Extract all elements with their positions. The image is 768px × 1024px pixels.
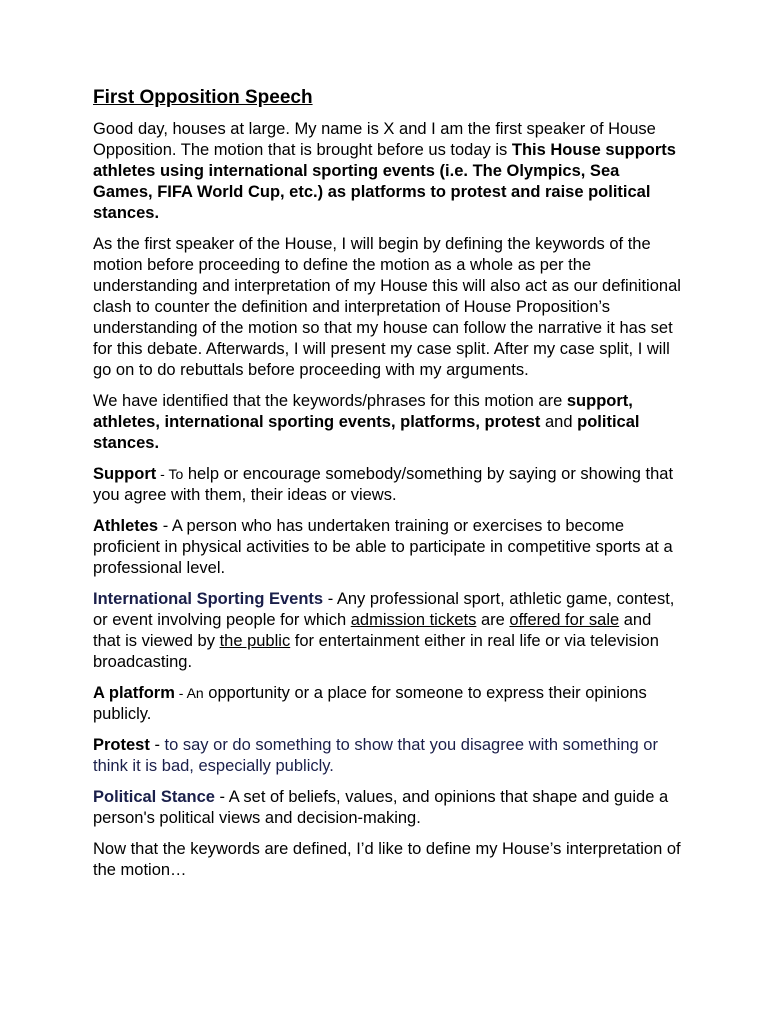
definition-text: and that is viewed by [93, 611, 652, 650]
term-stance: Political Stance [93, 788, 215, 806]
motion-text: This House supports athletes using international sporting events (i.e. The Olympics, Sea Games, FIFA World Cup, etc.) as platforms to protest and raise political stances. [93, 141, 676, 222]
link-admission-tickets[interactable]: admission tickets [350, 611, 477, 629]
plan-paragraph: As the first speaker of the House, I will begin by defining the keywords of the motion before proceeding to define the motion as a whole as per the understanding and interpretation of my House this will also act as our definitional clash to counter the definition and interpretation of House Proposition’s understanding of the motion so that my house can follow the narrative it has set for this debate. Afterwards, I will present my case split. After my case split, I will go on to do rebuttals before proceeding with my arguments. [93, 235, 681, 379]
link-the-public[interactable]: the public [219, 632, 291, 650]
definition-first-word: To [168, 466, 184, 482]
definition-text: A person who has undertaken training or exercises to become proficient in physical activities to be able to participate in competitive sports at a professional level. [93, 517, 673, 577]
definition-text: opportunity or a place for someone to express their opinions publicly. [93, 684, 647, 723]
definition-separator: - [214, 788, 229, 806]
definition-text: help or encourage somebody/something by saying or showing that you agree with them, their ideas or views. [93, 465, 674, 504]
definition-separator: - [174, 685, 187, 701]
definition-first-word: An [186, 685, 204, 701]
definition-athletes [93, 516, 683, 579]
keywords-and: and [540, 413, 578, 431]
definition-text: A set of beliefs, values, and opinions that shape and guide a person's political views and decision-making. [93, 788, 669, 827]
keywords-intro-text: We have identified that the keywords/phrases for this motion are [93, 392, 567, 410]
term-protest: Protest [93, 736, 150, 754]
link-offered-for-sale[interactable]: offered for sale [509, 611, 620, 629]
definition-separator: - [149, 736, 165, 754]
definition-text: are [476, 611, 510, 629]
definition-text: Any professional sport, athletic game, contest, or event involving people for which [93, 590, 675, 629]
definition-platform [93, 683, 683, 725]
keywords-list: support, athletes, international sporting events, platforms, protest [93, 392, 633, 431]
definition-separator: - [156, 466, 169, 482]
term-athletes: Athletes [93, 517, 159, 535]
document-page [93, 86, 683, 891]
keywords-paragraph [93, 391, 683, 454]
intro-text: Good day, houses at large. My name is X and I am the first speaker of House Opposition. The motion that is brought before us today is [93, 120, 656, 159]
closing-paragraph: Now that the keywords are defined, I’d like to define my House’s interpretation of the motion… [93, 840, 681, 879]
term-platform: A platform [93, 684, 175, 702]
term-events: International Sporting Events [93, 590, 324, 608]
intro-paragraph [93, 119, 683, 224]
definition-text: for entertainment either in real life or via television broadcasting. [93, 632, 659, 671]
term-support: Support [93, 465, 157, 483]
definition-separator: - [158, 517, 172, 535]
definition-text: to say or do something to show that you disagree with something or think it is bad, especially publicly. [93, 736, 658, 775]
keywords-last: political stances. [93, 413, 640, 452]
document-title: First Opposition Speech [93, 87, 313, 108]
definition-events [93, 589, 683, 673]
definition-protest [93, 735, 683, 777]
definition-support [93, 464, 683, 506]
definition-separator: - [323, 590, 337, 608]
definition-stance [93, 787, 683, 829]
